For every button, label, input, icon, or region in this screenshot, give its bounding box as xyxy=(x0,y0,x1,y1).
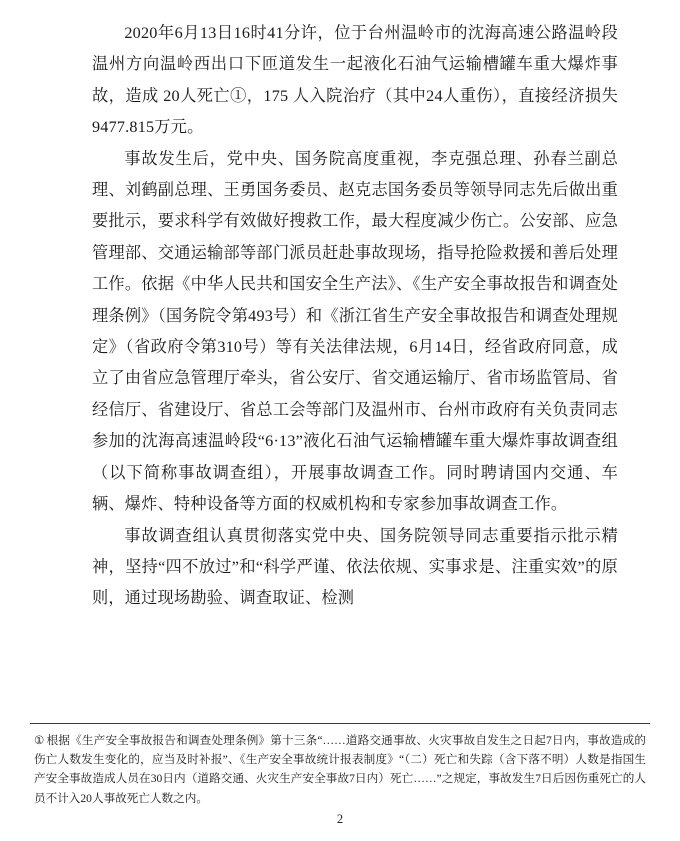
paragraph-3 xyxy=(92,521,618,615)
paragraph-1-text: 2020年6月13日16时41分许，位于台州温岭市的沈海高速公路温岭段温州方向温岭西出口下匝道发生一起液化石油气运输槽罐车重大爆炸事故，造成 20人死亡①，175 人入院治疗（其中24人重伤），直接经济损失9477.815万元。 xyxy=(92,24,618,137)
paragraph-3-text: 事故调查组认真贯彻落实党中央、国务院领导同志重要指示批示精神，坚持“四不放过”和“科学严谨、依法依规、实事求是、注重实效”的原则，通过现场勘验、调查取证、检测 xyxy=(92,526,618,608)
footnote-text: 根据《生产安全事故报告和调查处理条例》第十三条“……道路交通事故、火灾事故自发生之日起7日内，事故造成的伤亡人数发生变化的，应当及时补报”、《生产安全事故统计报表制度》“（二）死亡和失踪（含下落不明）人数是指国生产安全事故造成人员在30日内（道路交通、火灾生产安全事故7日内）死亡……”之规定，事故发生7日后因伤重死亡的人员不计入20人事故死亡人数之内。 xyxy=(34,734,646,805)
page-number: 2 xyxy=(336,812,344,826)
document-body xyxy=(92,18,618,615)
footnote xyxy=(34,731,646,808)
paragraph-2-text: 事故发生后，党中央、国务院高度重视，李克强总理、孙春兰副总理、刘鹤副总理、王勇国务委员、赵克志国务委员等领导同志先后做出重要批示，要求科学有效做好搜救工作，最大程度减少伤亡。公安部、应急管理部、交通运输部等部门派员赶赴事故现场，指导抢险救援和善后处理工作。依据《中华人民共和国安全生产法》、《生产安全事故报告和调查处理条例》（国务院令第493号）和《浙江省生产安全事故报告和调查处理规定》（省政府令第310号）等有关法律法规，6月14日，经省政府同意，成立了由省应急管理厅牵头，省公安厅、省交通运输厅、省市场监管局、省经信厅、省建设厅、省总工会等部门及温州市、台州市政府有关负责同志参加的沈海高速温岭段“6·13”液化石油气运输槽罐车重大爆炸事故调查组（以下简称事故调查组），开展事故调查工作。同时聘请国内交通、车辆、爆炸、特种设备等方面的权威机构和专家参加事故调查工作。 xyxy=(92,149,618,514)
footnote-divider xyxy=(30,723,650,724)
paragraph-1 xyxy=(92,18,618,144)
footnote-marker: ① xyxy=(34,734,45,747)
paragraph-2 xyxy=(92,144,618,521)
